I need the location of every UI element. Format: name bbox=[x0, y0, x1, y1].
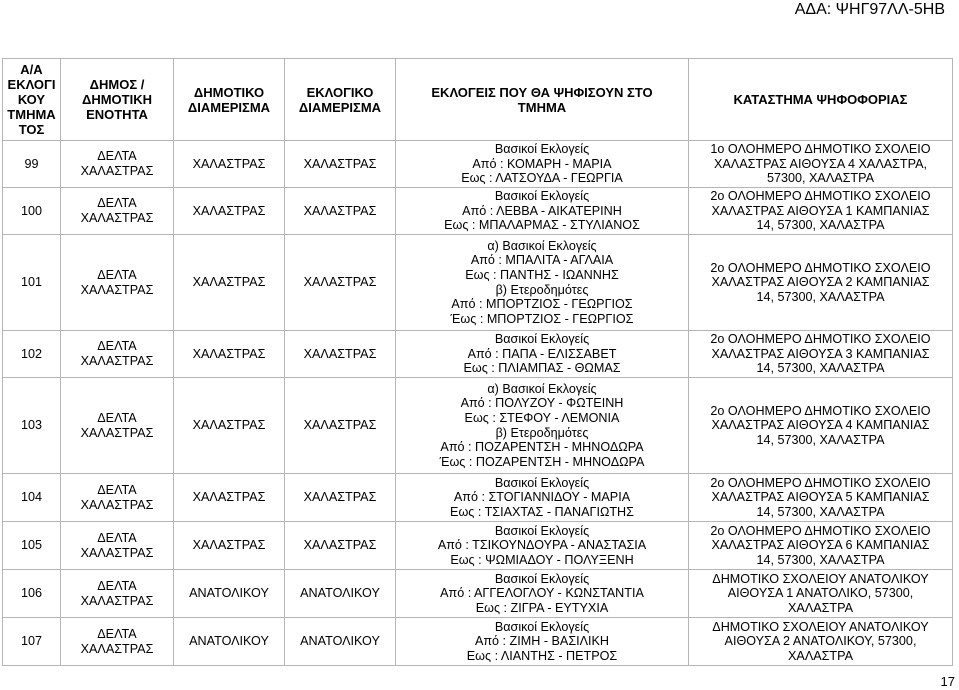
section-number: 102 bbox=[3, 331, 61, 378]
voters-line: Εως : ΨΩΜΙΑΔΟΥ - ΠΟΛΥΞΕΝΗ bbox=[450, 552, 634, 567]
voters-cell bbox=[396, 474, 689, 522]
column-header-electoral-district bbox=[285, 59, 396, 141]
voters-line: Από : ΤΣΙΚΟΥΝΔΟΥΡΑ - ΑΝΑΣΤΑΣΙΑ bbox=[437, 538, 647, 553]
header-line: ΤΜΗΜΑ bbox=[7, 107, 56, 122]
municipality-line: ΧΑΛΑΣΤΡΑΣ bbox=[80, 211, 154, 225]
voters-line: α) Βασικοί Εκλογείς bbox=[487, 381, 597, 396]
station-line: 14, 57300, ΧΑΛΑΣΤΡΑ bbox=[756, 552, 885, 567]
municipality-cell bbox=[61, 618, 174, 666]
municipal-district-cell: ΧΑΛΑΣΤΡΑΣ bbox=[174, 188, 285, 235]
voters-cell bbox=[396, 522, 689, 570]
header-line: ΕΚΛΟΓΙΚΟ bbox=[306, 84, 374, 100]
municipality-cell bbox=[61, 522, 174, 570]
station-line: ΧΑΛΑΣΤΡΑΣ ΑΙΘΟΥΣΑ 4 ΧΑΛΑΣΤΡΑ, bbox=[714, 156, 927, 171]
municipality-cell bbox=[61, 331, 174, 378]
station-line: ΧΑΛΑΣΤΡΑΣ ΑΙΘΟΥΣΑ 1 ΚΑΜΠΑΝΙΑΣ bbox=[711, 203, 930, 218]
municipality-cell bbox=[61, 570, 174, 618]
municipality-cell bbox=[61, 188, 174, 235]
table-row bbox=[3, 474, 953, 522]
voters-line: Βασικοί Εκλογείς bbox=[494, 571, 590, 586]
station-line: ΧΑΛΑΣΤΡΑΣ ΑΙΘΟΥΣΑ 6 ΚΑΜΠΑΝΙΑΣ bbox=[711, 538, 930, 553]
table-row bbox=[3, 188, 953, 235]
station-line: 14, 57300, ΧΑΛΑΣΤΡΑ bbox=[756, 289, 885, 304]
header-code: ΑΔΑ: ΨΗΓ97ΛΛ-5ΗΒ bbox=[794, 1, 945, 18]
municipal-district-cell: ΑΝΑΤΟΛΙΚΟΥ bbox=[174, 570, 285, 618]
header-line: ΕΚΛΟΓΙ bbox=[7, 77, 56, 92]
station-line: ΑΙΘΟΥΣΑ 2 ΑΝΑΤΟΛΙΚΟΥ, 57300, bbox=[724, 634, 917, 649]
municipality-line: ΧΑΛΑΣΤΡΑΣ bbox=[80, 545, 154, 560]
voters-line: Από : ΜΠΑΛΙΤΑ - ΑΓΛΑΙΑ bbox=[470, 253, 614, 268]
polling-station-cell bbox=[689, 378, 953, 474]
voters-cell bbox=[396, 141, 689, 188]
station-line: 14, 57300, ΧΑΛΑΣΤΡΑ bbox=[756, 504, 885, 519]
municipality-line: ΔΕΛΤΑ bbox=[97, 482, 137, 497]
header-line: ΚΟΥ bbox=[17, 92, 46, 107]
voters-line: Βασικοί Εκλογείς bbox=[494, 475, 590, 490]
electoral-district-cell: ΧΑΛΑΣΤΡΑΣ bbox=[285, 235, 396, 331]
municipal-district-cell: ΑΝΑΤΟΛΙΚΟΥ bbox=[174, 618, 285, 666]
municipality-line: ΧΑΛΑΣΤΡΑΣ bbox=[80, 164, 154, 178]
voters-line: Από : ΚΟΜΑΡΗ - ΜΑΡΙΑ bbox=[472, 156, 612, 171]
voters-line: Από : ΛΕΒΒΑ - ΑΙΚΑΤΕΡΙΝΗ bbox=[462, 203, 622, 218]
polling-station-cell bbox=[689, 141, 953, 188]
table-body bbox=[3, 141, 953, 666]
voters-cell bbox=[396, 235, 689, 331]
voters-cell bbox=[396, 378, 689, 474]
voters-cell bbox=[396, 570, 689, 618]
section-number: 107 bbox=[3, 618, 61, 666]
table-row bbox=[3, 331, 953, 378]
header-line: ΔΙΑΜΕΡΙΣΜΑ bbox=[298, 99, 382, 115]
section-number: 101 bbox=[3, 235, 61, 331]
polling-station-cell bbox=[689, 570, 953, 618]
station-line: 14, 57300, ΧΑΛΑΣΤΡΑ bbox=[756, 361, 885, 376]
voters-line: Από : ΖΙΜΗ - ΒΑΣΙΛΙΚΗ bbox=[474, 634, 610, 649]
voters-line: α) Βασικοί Εκλογείς bbox=[487, 238, 597, 253]
voters-line: Από : ΠΑΠΑ - ΕΛΙΣΣΑΒΕΤ bbox=[467, 346, 617, 361]
station-line: 1ο ΟΛΟΗΜΕΡΟ ΔΗΜΟΤΙΚΟ ΣΧΟΛΕΙΟ bbox=[710, 142, 931, 157]
polling-station-cell bbox=[689, 235, 953, 331]
voters-line: Από : ΜΠΟΡΤΖΙΟΣ - ΓΕΩΡΓΙΟΣ bbox=[451, 297, 633, 312]
station-line: 14, 57300, ΧΑΛΑΣΤΡΑ bbox=[756, 432, 885, 447]
voters-line: Από : ΠΟΖΑΡΕΝΤΣΗ - ΜΗΝΟΔΩΡΑ bbox=[440, 440, 644, 455]
section-number: 105 bbox=[3, 522, 61, 570]
table-row bbox=[3, 378, 953, 474]
voters-line: Εως : ΤΣΙΑΧΤΑΣ - ΠΑΝΑΓΙΩΤΗΣ bbox=[450, 504, 634, 519]
municipal-district-cell: ΧΑΛΑΣΤΡΑΣ bbox=[174, 235, 285, 331]
header-line: ΤΟΣ bbox=[18, 122, 45, 137]
voters-line: Εως : ΠΑΝΤΗΣ - ΙΩΑΝΝΗΣ bbox=[465, 267, 619, 282]
voters-line: Εως : ΜΠΑΛΑΡΜΑΣ - ΣΤΥΛΙΑΝΟΣ bbox=[444, 218, 640, 233]
station-line: 2ο ΟΛΟΗΜΕΡΟ ΔΗΜΟΤΙΚΟ ΣΧΟΛΕΙΟ bbox=[710, 475, 931, 490]
voters-line: Εως : ΖΙΓΡΑ - ΕΥΤΥΧΙΑ bbox=[475, 600, 609, 615]
municipal-district-cell: ΧΑΛΑΣΤΡΑΣ bbox=[174, 474, 285, 522]
voters-cell bbox=[396, 188, 689, 235]
station-line: 2ο ΟΛΟΗΜΕΡΟ ΔΗΜΟΤΙΚΟ ΣΧΟΛΕΙΟ bbox=[710, 189, 931, 204]
electoral-district-cell: ΧΑΛΑΣΤΡΑΣ bbox=[285, 331, 396, 378]
column-header-municipality bbox=[61, 59, 174, 141]
column-header-municipal-district bbox=[174, 59, 285, 141]
table-row bbox=[3, 522, 953, 570]
column-header-polling-station bbox=[689, 59, 953, 141]
station-line: ΔΗΜΟΤΙΚΟ ΣΧΟΛΕΙΟΥ ΑΝΑΤΟΛΙΚΟΥ bbox=[712, 619, 929, 634]
polling-stations-table bbox=[2, 58, 953, 666]
table-row bbox=[3, 235, 953, 331]
voters-line: Εως : ΠΛΙΑΜΠΑΣ - ΘΩΜΑΣ bbox=[463, 361, 621, 376]
voters-line: Έως : ΜΠΟΡΤΖΙΟΣ - ΓΕΩΡΓΙΟΣ bbox=[450, 311, 634, 326]
voters-line: Βασικοί Εκλογείς bbox=[494, 142, 590, 157]
section-number: 106 bbox=[3, 570, 61, 618]
voters-cell bbox=[396, 331, 689, 378]
electoral-district-cell: ΑΝΑΤΟΛΙΚΟΥ bbox=[285, 618, 396, 666]
voters-line: Βασικοί Εκλογείς bbox=[494, 619, 590, 634]
voters-cell bbox=[396, 618, 689, 666]
column-header-voters bbox=[396, 59, 689, 141]
municipal-district-cell: ΧΑΛΑΣΤΡΑΣ bbox=[174, 522, 285, 570]
station-line: 2ο ΟΛΟΗΜΕΡΟ ΔΗΜΟΤΙΚΟ ΣΧΟΛΕΙΟ bbox=[710, 523, 931, 538]
table-row bbox=[3, 570, 953, 618]
municipal-district-cell: ΧΑΛΑΣΤΡΑΣ bbox=[174, 378, 285, 474]
electoral-district-cell: ΧΑΛΑΣΤΡΑΣ bbox=[285, 378, 396, 474]
municipality-line: ΧΑΛΑΣΤΡΑΣ bbox=[80, 593, 154, 608]
voters-line: β) Ετεροδημότες bbox=[495, 282, 589, 297]
header-line: ΚΑΤΑΣΤΗΜΑ ΨΗΦΟΦΟΡΙΑΣ bbox=[733, 92, 908, 107]
voters-line: Βασικοί Εκλογείς bbox=[494, 523, 590, 538]
municipality-cell bbox=[61, 235, 174, 331]
table-row bbox=[3, 618, 953, 666]
station-line: 14, 57300, ΧΑΛΑΣΤΡΑ bbox=[756, 218, 885, 233]
polling-station-cell bbox=[689, 618, 953, 666]
municipality-cell bbox=[61, 141, 174, 188]
section-number: 104 bbox=[3, 474, 61, 522]
electoral-district-cell: ΧΑΛΑΣΤΡΑΣ bbox=[285, 522, 396, 570]
header-line: Α/Α bbox=[20, 62, 43, 77]
section-number: 100 bbox=[3, 188, 61, 235]
header-line: ΔΗΜΟΤΙΚΗ bbox=[81, 92, 152, 107]
header-row bbox=[3, 59, 953, 141]
polling-station-cell bbox=[689, 331, 953, 378]
station-line: ΧΑΛΑΣΤΡΑΣ ΑΙΘΟΥΣΑ 5 ΚΑΜΠΑΝΙΑΣ bbox=[711, 490, 930, 505]
voters-line: Εως : ΛΑΤΣΟΥΔΑ - ΓΕΩΡΓΙΑ bbox=[461, 171, 623, 186]
municipality-line: ΔΕΛΤΑ bbox=[97, 410, 137, 425]
municipality-line: ΔΕΛΤΑ bbox=[97, 626, 137, 641]
voters-line: Βασικοί Εκλογείς bbox=[494, 189, 590, 204]
header-line: ΔΗΜΟΤΙΚΟ bbox=[193, 84, 265, 100]
voters-line: Βασικοί Εκλογείς bbox=[494, 332, 590, 347]
voters-line: Εως : ΛΙΑΝΤΗΣ - ΠΕΤΡΟΣ bbox=[466, 648, 618, 663]
municipality-line: ΔΕΛΤΑ bbox=[97, 578, 137, 593]
municipal-district-cell: ΧΑΛΑΣΤΡΑΣ bbox=[174, 141, 285, 188]
municipality-line: ΔΕΛΤΑ bbox=[97, 530, 137, 545]
station-line: 2ο ΟΛΟΗΜΕΡΟ ΔΗΜΟΤΙΚΟ ΣΧΟΛΕΙΟ bbox=[710, 403, 931, 418]
electoral-district-cell: ΧΑΛΑΣΤΡΑΣ bbox=[285, 474, 396, 522]
voters-line: β) Ετεροδημότες bbox=[495, 425, 589, 440]
station-line: ΑΙΘΟΥΣΑ 1 ΑΝΑΤΟΛΙΚΟ, 57300, bbox=[727, 586, 914, 601]
voters-line: Από : ΣΤΟΓΙΑΝΝΙΔΟΥ - ΜΑΡΙΑ bbox=[453, 490, 631, 505]
municipality-line: ΧΑΛΑΣΤΡΑΣ bbox=[80, 425, 154, 440]
header-line: ΤΜΗΜΑ bbox=[517, 99, 567, 115]
municipal-district-cell: ΧΑΛΑΣΤΡΑΣ bbox=[174, 331, 285, 378]
station-line: ΧΑΛΑΣΤΡΑΣ ΑΙΘΟΥΣΑ 4 ΚΑΜΠΑΝΙΑΣ bbox=[711, 418, 930, 433]
voters-line: Εως : ΣΤΕΦΟΥ - ΛΕΜΟΝΙΑ bbox=[464, 410, 620, 425]
municipality-cell bbox=[61, 378, 174, 474]
header-line: ΔΙΑΜΕΡΙΣΜΑ bbox=[187, 99, 271, 115]
page-number: 17 bbox=[940, 674, 955, 689]
section-number: 99 bbox=[3, 141, 61, 188]
electoral-district-cell: ΧΑΛΑΣΤΡΑΣ bbox=[285, 188, 396, 235]
section-number: 103 bbox=[3, 378, 61, 474]
station-line: 2ο ΟΛΟΗΜΕΡΟ ΔΗΜΟΤΙΚΟ ΣΧΟΛΕΙΟ bbox=[710, 260, 931, 275]
municipality-line: ΧΑΛΑΣΤΡΑΣ bbox=[80, 641, 154, 656]
polling-station-cell bbox=[689, 522, 953, 570]
voters-line: Από : ΠΟΛΥΖΟΥ - ΦΩΤΕΙΝΗ bbox=[460, 396, 624, 411]
polling-station-cell bbox=[689, 188, 953, 235]
station-line: ΧΑΛΑΣΤΡΑΣ ΑΙΘΟΥΣΑ 2 ΚΑΜΠΑΝΙΑΣ bbox=[711, 275, 930, 290]
header-line: ΕΝΟΤΗΤΑ bbox=[86, 107, 148, 122]
voters-line: Από : ΑΓΓΕΛΟΓΛΟΥ - ΚΩΝΣΤΑΝΤΙΑ bbox=[440, 586, 644, 601]
header-line: ΔΗΜΟΣ / bbox=[89, 77, 145, 92]
station-line: ΧΑΛΑΣΤΡΑΣ ΑΙΘΟΥΣΑ 3 ΚΑΜΠΑΝΙΑΣ bbox=[711, 346, 930, 361]
electoral-district-cell: ΑΝΑΤΟΛΙΚΟΥ bbox=[285, 570, 396, 618]
table-row bbox=[3, 141, 953, 188]
station-line: 57300, ΧΑΛΑΣΤΡΑ bbox=[767, 171, 874, 186]
polling-station-cell bbox=[689, 474, 953, 522]
electoral-district-cell: ΧΑΛΑΣΤΡΑΣ bbox=[285, 141, 396, 188]
station-line: ΧΑΛΑΣΤΡΑ bbox=[788, 648, 853, 663]
municipality-line: ΔΕΛΤΑ bbox=[97, 267, 137, 282]
station-line: ΧΑΛΑΣΤΡΑ bbox=[788, 600, 853, 615]
municipality-line: ΔΕΛΤΑ bbox=[97, 339, 137, 354]
station-line: 2ο ΟΛΟΗΜΕΡΟ ΔΗΜΟΤΙΚΟ ΣΧΟΛΕΙΟ bbox=[710, 332, 931, 347]
municipality-line: ΔΕΛΤΑ bbox=[97, 149, 137, 164]
municipality-line: ΧΑΛΑΣΤΡΑΣ bbox=[80, 282, 154, 297]
station-line: ΔΗΜΟΤΙΚΟ ΣΧΟΛΕΙΟΥ ΑΝΑΤΟΛΙΚΟΥ bbox=[712, 571, 929, 586]
municipality-line: ΧΑΛΑΣΤΡΑΣ bbox=[80, 497, 154, 512]
municipality-line: ΧΑΛΑΣΤΡΑΣ bbox=[80, 354, 154, 368]
column-header-number bbox=[3, 59, 61, 141]
header-line: ΕΚΛΟΓΕΙΣ ΠΟΥ ΘΑ ΨΗΦΙΣΟΥΝ ΣΤΟ bbox=[431, 84, 653, 100]
municipality-line: ΔΕΛΤΑ bbox=[97, 196, 137, 211]
voters-line: Έως : ΠΟΖΑΡΕΝΤΣΗ - ΜΗΝΟΔΩΡΑ bbox=[439, 454, 645, 469]
municipality-cell bbox=[61, 474, 174, 522]
